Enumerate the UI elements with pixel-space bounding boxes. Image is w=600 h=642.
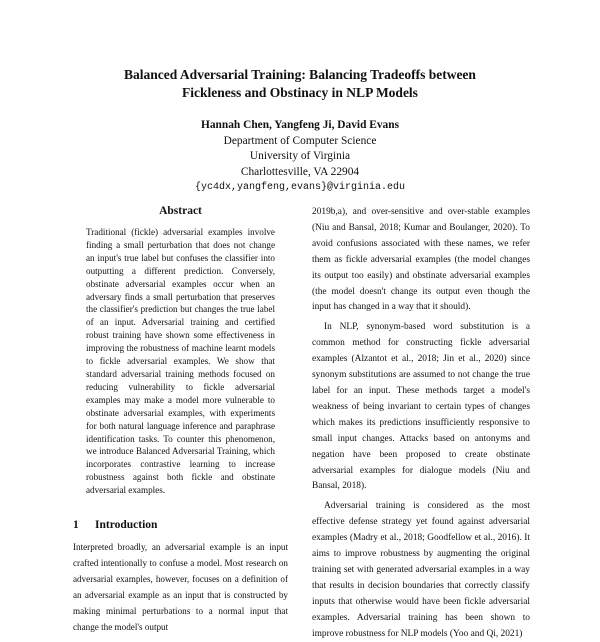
author-university: University of Virginia bbox=[249, 150, 351, 163]
section-heading-introduction bbox=[73, 519, 288, 531]
title-line-2: Fickleness and Obstinacy in NLP Models bbox=[182, 85, 418, 100]
abstract-heading: Abstract bbox=[159, 205, 202, 217]
section-number: 1 bbox=[73, 519, 79, 532]
author-location: Charlottesville, VA 22904 bbox=[240, 165, 360, 178]
author-email: {yc4dx,yangfeng,evans}@virginia.edu bbox=[194, 182, 406, 194]
section-title: Introduction bbox=[95, 519, 158, 532]
author-department: Department of Computer Science bbox=[223, 134, 377, 147]
paper-title bbox=[60, 66, 540, 102]
body-paragraph-1: 2019b,a), and over-sensitive and over-stable examples (Niu and Bansal, 2018; Kumar and Boulanger, 2020). To avoid confusions associated with these names, we refer them as fickle adversarial examples (the model changes its output too easily) and obstinate adversarial examples (the model doesn't change its output even though the input has changed in a way that it should). bbox=[312, 207, 530, 313]
left-column bbox=[73, 205, 288, 635]
body-paragraph-3: Adversarial training is considered as the most effective defense strategy yet found against adversarial examples (Madry et al., 2018; Goodfellow et al., 2016). It aims to improve robustness by augmenting the original training set with generated adversarial examples in a way that results in decision boundaries that correctly classify inputs that otherwise would have been fickle adversarial examples. Adversarial training has been shown to improve robustness for NLP models (Yoo and Qi, 2021) bbox=[312, 501, 530, 639]
right-column bbox=[312, 205, 530, 642]
body-paragraph-2: In NLP, synonym-based word substitution is a common method for constructing fickle adversarial examples (Alzantot et al., 2018; Jin et al., 2020) since synonym substitutions are assumed to not change the true label for an input. These methods target a model's weakness of being invariant to certain types of changes which makes its predictions insufficiently responsive to small input changes. Attacks based on antonyms and negation have been proposed to create obstinate adversarial examples for dialogue models (Niu and Bansal, 2018). bbox=[312, 322, 530, 492]
abstract-text: Traditional (fickle) adversarial examples involve finding a small perturbation that does not change an input's true label but confuses the classifier into outputting a different prediction. Conversely, obstinate adversarial examples occur when an adversary finds a small perturbation that preserves the classifier's prediction but changes the true label of an input. Adversarial training and certified robust training have shown some effectiveness in improving the robustness of machine learnt models to fickle adversarial examples. We show that standard adversarial training methods focused on reducing vulnerability to fickle adversarial examples may make a model more vulnerable to obstinate adversarial examples, with experiments for both natural language inference and paraphrase identification tasks. To counter this phenomenon, we introduce Balanced Adversarial Training, which incorporates contrastive learning to increase robustness against both fickle and obstinate adversarial examples. bbox=[86, 227, 275, 496]
author-block bbox=[60, 118, 540, 196]
title-line-1: Balanced Adversarial Training: Balancing Tradeoffs between bbox=[124, 67, 476, 82]
author-names: Hannah Chen, Yangfeng Ji, David Evans bbox=[200, 119, 400, 131]
introduction-paragraph: Interpreted broadly, an adversarial example is an input crafted intentionally to confuse a model. Most research on adversarial examples, however, focuses on a definition of an adversarial example as an input that is constructed by making minimal perturbations to a normal input that change the model's output bbox=[73, 542, 288, 632]
